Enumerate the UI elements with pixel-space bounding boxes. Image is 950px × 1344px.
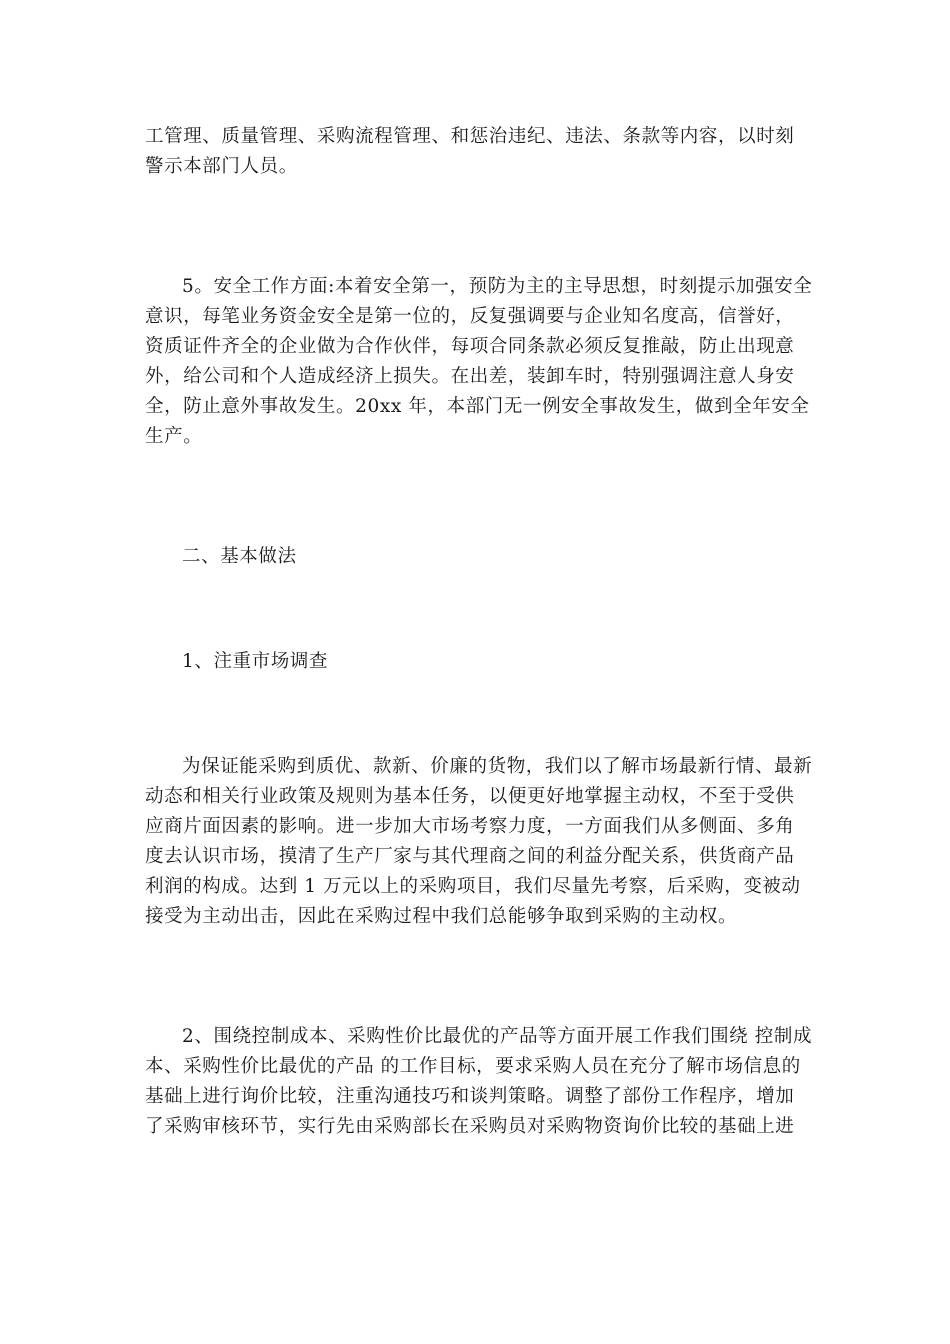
text-line: 生产。 — [145, 426, 203, 447]
paragraph-staff-management — [145, 122, 810, 182]
paragraph-spacer — [145, 932, 810, 1022]
paragraph-cost-control — [145, 1022, 813, 1142]
text-line: 2、围绕控制成本、采购性价比最优的产品等方面开展工作我们围绕 控制成 — [182, 1026, 813, 1047]
text-line: 度去认识市场，摸清了生产厂家与其代理商之间的利益分配关系，供货商产品 — [145, 846, 795, 867]
text-line: 本、采购性价比最优的产品 的工作目标，要求采购人员在充分了解市场信息的 — [145, 1056, 801, 1077]
text-line: 警示本部门人员。 — [145, 156, 298, 177]
text-line: 全，防止意外事故发生。20xx 年，本部门无一例安全事故发生，做到全年安全 — [145, 396, 810, 417]
text-line: 资质证件齐全的企业做为合作伙伴，每项合同条款必须反复推敲，防止出现意 — [145, 336, 795, 357]
document-page — [145, 122, 813, 1142]
text-line: 意识，每笔业务资金安全是第一位的，反复强调要与企业知名度高，信誉好， — [145, 306, 795, 327]
text-line: 了采购审核环节，实行先由采购部长在采购员对采购物资询价比较的基础上进 — [145, 1116, 795, 1137]
paragraph-spacer — [145, 572, 810, 647]
subheading-market-research — [145, 647, 810, 677]
subsection-heading: 1、注重市场调查 — [182, 651, 329, 672]
paragraph-spacer — [145, 677, 810, 752]
paragraph-safety-work — [145, 272, 813, 452]
text-line: 动态和相关行业政策及规则为基本任务，以便更好地掌握主动权，不至于受供 — [145, 786, 795, 807]
text-line: 接受为主动出击，因此在采购过程中我们总能够争取到采购的主动权。 — [145, 906, 738, 927]
text-line: 应商片面因素的影响。进一步加大市场考察力度，一方面我们从多侧面、多角 — [145, 816, 795, 837]
section-heading: 二、基本做法 — [182, 546, 297, 567]
text-line: 外，给公司和个人造成经济上损失。在出差，装卸车时，特别强调注意人身安 — [145, 366, 795, 387]
text-line: 利润的构成。达到 1 万元以上的采购项目，我们尽量先考察，后采购，变被动 — [145, 876, 801, 897]
section-heading-basic-methods — [145, 542, 810, 572]
text-line: 基础上进行询价比较，注重沟通技巧和谈判策略。调整了部份工作程序，增加 — [145, 1086, 795, 1107]
text-line: 5。安全工作方面:本着安全第一，预防为主的主导思想，时刻提示加强安全 — [182, 276, 813, 297]
paragraph-spacer — [145, 182, 810, 272]
text-line: 为保证能采购到质优、款新、价廉的货物，我们以了解市场最新行情、最新 — [182, 756, 813, 777]
text-line: 工管理、质量管理、采购流程管理、和惩治违纪、违法、条款等内容，以时刻 — [145, 126, 795, 147]
paragraph-spacer — [145, 452, 810, 542]
paragraph-market-research — [145, 752, 813, 932]
